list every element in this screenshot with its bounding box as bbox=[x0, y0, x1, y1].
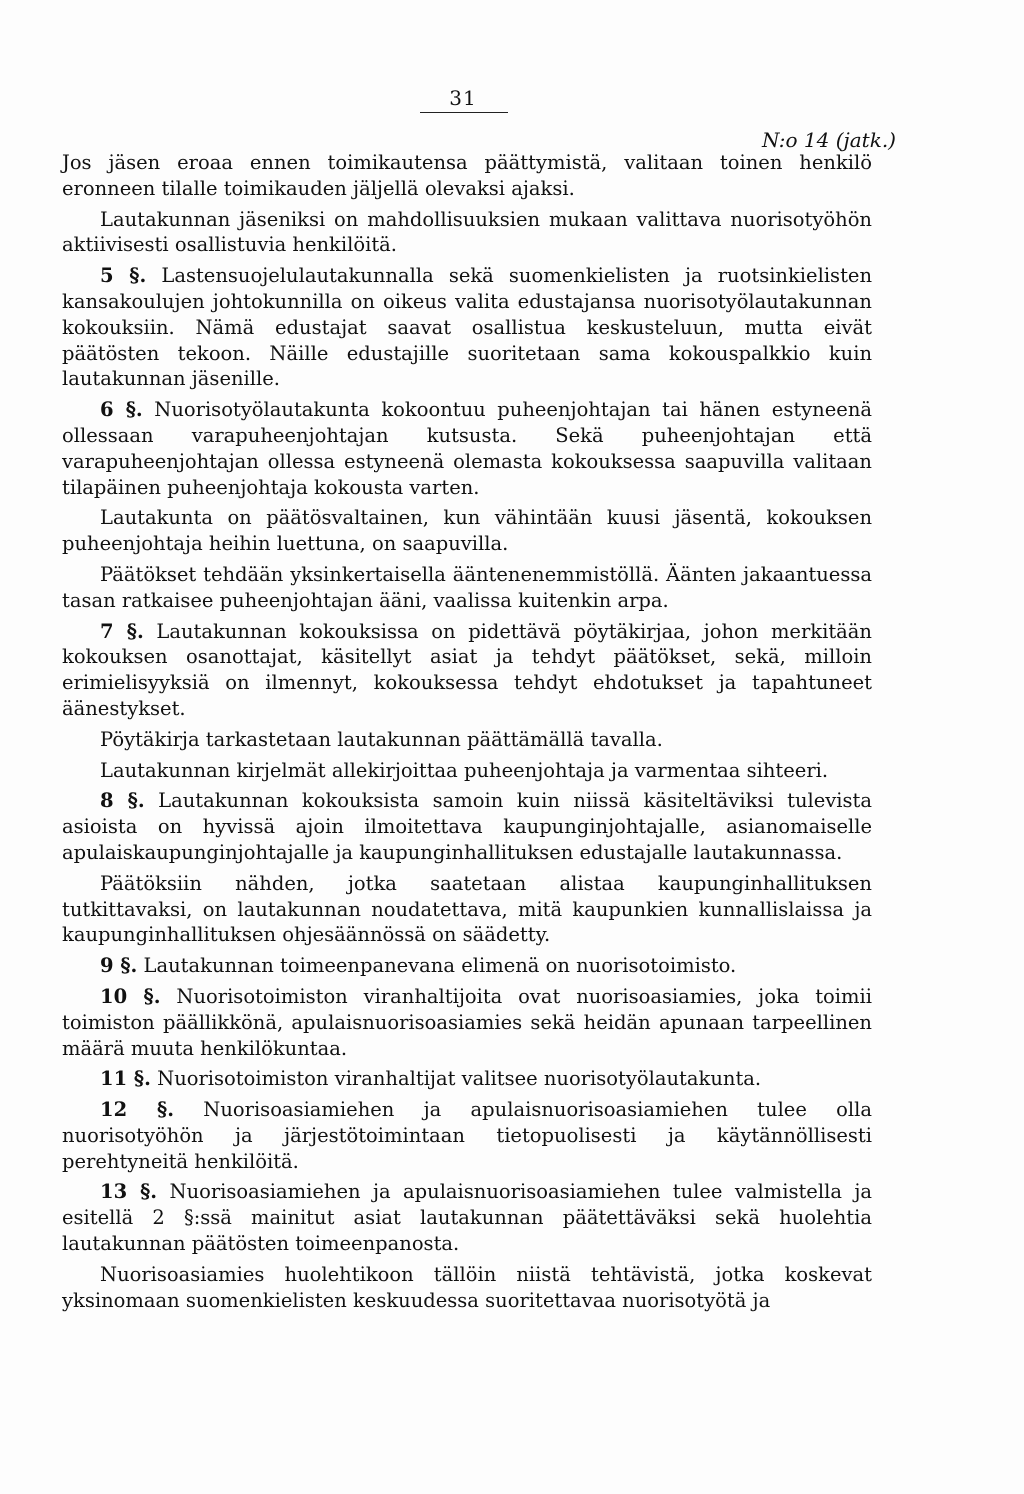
paragraph-text: Nuorisotoimiston viranhaltijoita ovat nuorisoasiamies, joka toimii toimiston päällikkönä, apulaisnuorisoasiamies sekä heidän apunaan tarpeellinen määrä muuta henkilökuntaa. bbox=[62, 984, 872, 1060]
paragraph bbox=[62, 1262, 872, 1314]
paragraph-text: Nuorisoasiamies huolehtikoon tällöin niistä tehtävistä, jotka koskevat yksinomaan suomenkielisten keskuudessa suoritettavaa nuorisotyötä ja bbox=[62, 1262, 872, 1312]
paragraph bbox=[62, 727, 872, 753]
section-reference: N:o 14 (jatk.) bbox=[762, 128, 896, 152]
section-number: 12 §. bbox=[100, 1098, 174, 1122]
paragraph-text: Lastensuojelulautakunnalla sekä suomenkielisten ja ruotsinkielisten kansakoulujen johtokunnilla on oikeus valita edustajansa nuorisotyölautakunnan kokouksiin. Nämä edustajat saavat osallistua keskusteluun, mutta eivät päätösten tekoon. Näille edustajille suoritetaan sama kokouspalkkio kuin lautakunnan jäsenille. bbox=[62, 264, 872, 391]
paragraph-text: Lautakunta on päätösvaltainen, kun vähintään kuusi jäsentä, kokouksen puheenjohtaja heihin luettuna, on saapuvilla. bbox=[62, 506, 872, 556]
section-number: 6 §. bbox=[100, 398, 143, 422]
section-number: 9 §. bbox=[100, 954, 138, 978]
paragraph-text: Nuorisotyölautakunta kokoontuu puheenjohtajan tai hänen estyneenä ollessaan varapuheenjohtajan kutsusta. Sekä puheenjohtajan että varapuheenjohtajan ollessa estyneenä olemasta kokouksessa saapuvilla valitaan tilapäinen puheenjohtaja kokousta varten. bbox=[62, 398, 872, 499]
paragraph-text: Nuorisoasiamiehen ja apulaisnuorisoasiamiehen tulee olla nuorisotyöhön ja järjestötoimintaan tietopuolisesti ja käytännöllisesti perehtyneitä henkilöitä. bbox=[62, 1098, 872, 1173]
paragraph-text: Lautakunnan jäseniksi on mahdollisuuksien mukaan valittava nuorisotyöhön aktiivisesti osallistuvia henkilöitä. bbox=[62, 207, 872, 257]
paragraph-text: Pöytäkirja tarkastetaan lautakunnan päättämällä tavalla. bbox=[100, 727, 663, 751]
paragraph bbox=[62, 1066, 872, 1092]
paragraph bbox=[62, 150, 872, 202]
paragraph-text: Lautakunnan toimeenpanevana elimenä on nuorisotoimisto. bbox=[143, 954, 737, 978]
paragraph bbox=[62, 871, 872, 948]
paragraph bbox=[62, 263, 872, 392]
paragraph-text: Nuorisotoimiston viranhaltijat valitsee nuorisotyölautakunta. bbox=[157, 1067, 762, 1091]
paragraph bbox=[62, 953, 872, 979]
section-number: 7 §. bbox=[100, 619, 144, 643]
section-number: 5 §. bbox=[100, 264, 147, 288]
section-number: 13 §. bbox=[100, 1180, 158, 1204]
section-number: 10 §. bbox=[100, 984, 161, 1008]
paragraph bbox=[62, 397, 872, 500]
document-body bbox=[62, 150, 872, 1318]
paragraph-text: Lautakunnan kokouksissa on pidettävä pöytäkirjaa, johon merkitään kokouksen osanottajat, käsitellyt asiat ja tehdyt päätökset, sekä, milloin erimielisyyksiä on ilmennyt, kokouksessa tehdyt ehdotukset ja tapahtuneet äänestykset. bbox=[62, 619, 872, 720]
paragraph-text: Päätöksiin nähden, jotka saatetaan alistaa kaupunginhallituksen tutkittavaksi, on lautakunnan noudatettava, mitä kaupunkien kunnallislaissa ja kaupunginhallituksen ohjesäännössä on säädetty. bbox=[62, 871, 872, 947]
paragraph bbox=[62, 1097, 872, 1174]
paragraph bbox=[62, 758, 872, 784]
paragraph bbox=[62, 207, 872, 259]
paragraph bbox=[62, 619, 872, 722]
paragraph-text: Lautakunnan kirjelmät allekirjoittaa puheenjohtaja ja varmentaa sihteeri. bbox=[100, 758, 829, 782]
section-number: 11 §. bbox=[100, 1067, 151, 1091]
page-number-rule bbox=[420, 112, 508, 113]
paragraph bbox=[62, 984, 872, 1061]
paragraph bbox=[62, 1179, 872, 1256]
paragraph-text: Jos jäsen eroaa ennen toimikautensa päättymistä, valitaan toinen henkilö eronneen tilalle toimikauden jäljellä olevaksi ajaksi. bbox=[62, 151, 872, 200]
paragraph-text: Nuorisoasiamiehen ja apulaisnuorisoasiamiehen tulee valmistella ja esitellä 2 §:ssä mainitut asiat lautakunnan päätettäväksi sekä huolehtia lautakunnan päätösten toimeenpanosta. bbox=[62, 1180, 872, 1256]
paragraph bbox=[62, 788, 872, 865]
section-number: 8 §. bbox=[100, 789, 145, 813]
paragraph bbox=[62, 505, 872, 557]
page-number: 31 bbox=[449, 86, 477, 110]
paragraph-text: Päätökset tehdään yksinkertaisella ääntenenemmistöllä. Äänten jakaantuessa tasan ratkaisee puheenjohtajan ääni, vaalissa kuitenkin arpa. bbox=[62, 562, 872, 612]
paragraph-text: Lautakunnan kokouksista samoin kuin niissä käsiteltäviksi tulevista asioista on hyvissä ajoin ilmoitettava kaupunginjohtajalle, asianomaiselle apulaiskaupunginjohtajalle ja kaupunginhallituksen edustajalle lautakunnassa. bbox=[62, 789, 873, 864]
paragraph bbox=[62, 562, 872, 614]
